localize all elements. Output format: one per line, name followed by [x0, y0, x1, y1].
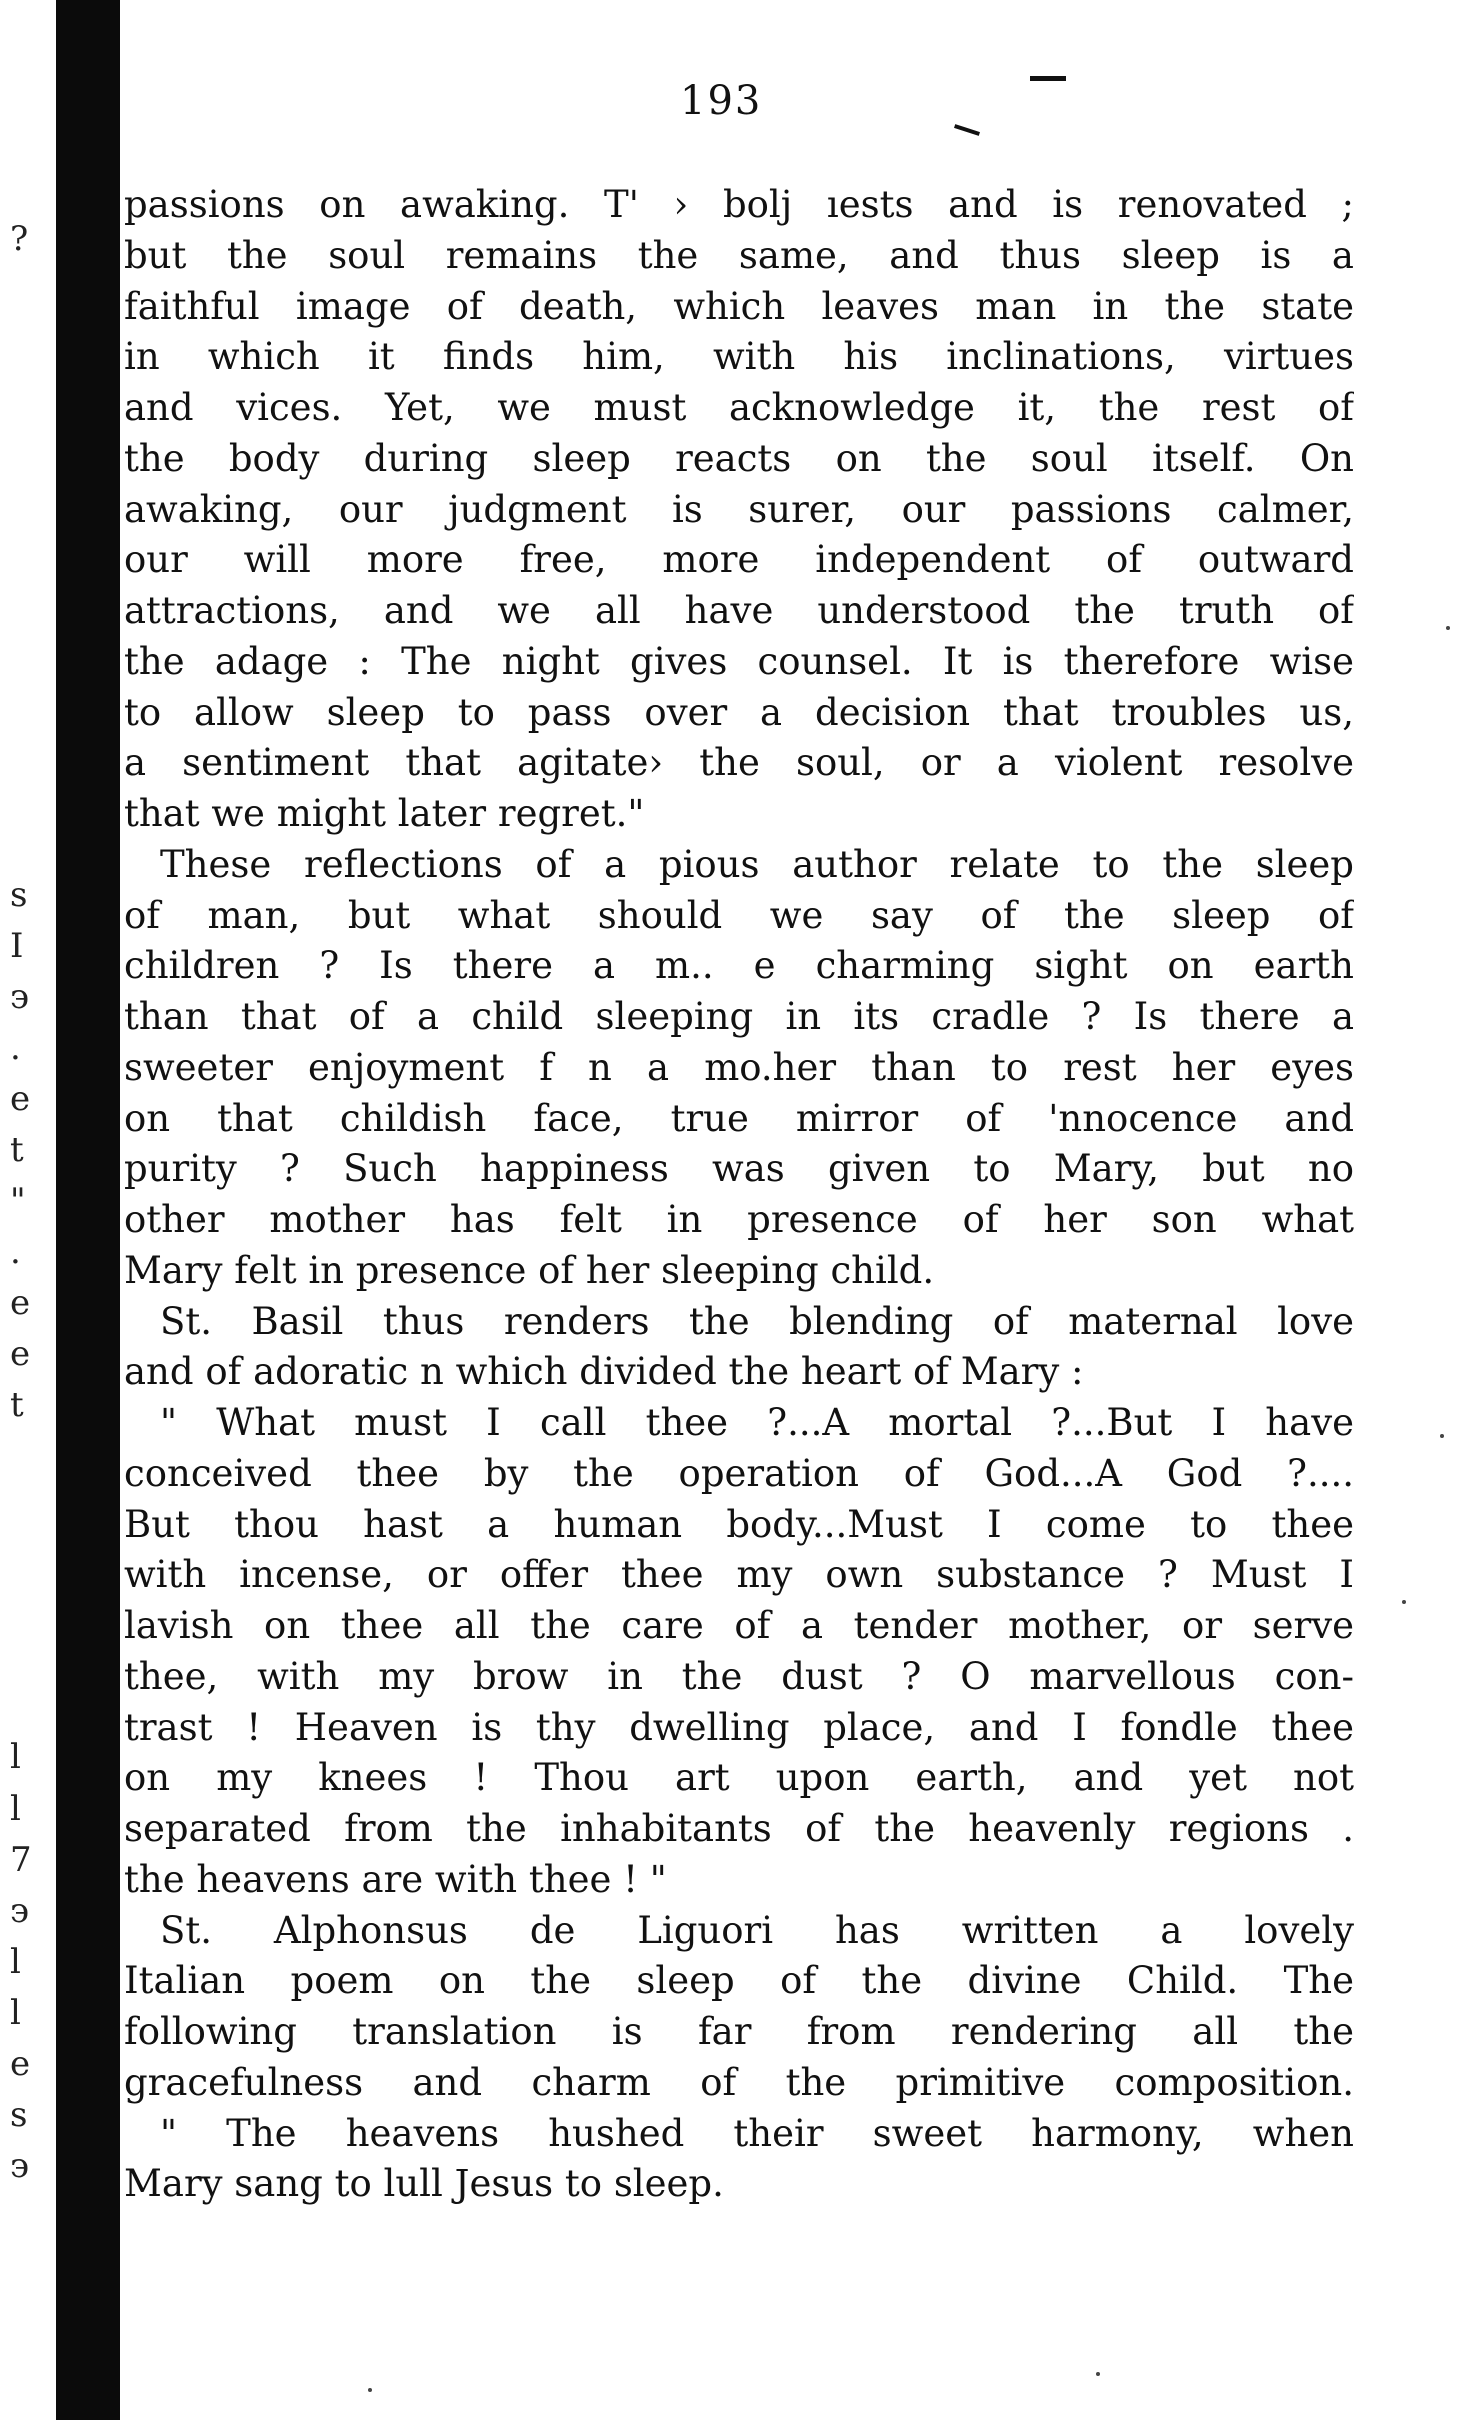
binding-shadow — [56, 0, 120, 2420]
text-line: to allow sleep to pass over a decision that troubles us, — [124, 690, 1354, 734]
text-line: passions on awaking. T' › bolj ıests and is renovated ; — [124, 183, 1354, 226]
text-line: sweeter enjoyment f n a mo.her than to rest her eyes — [124, 1045, 1354, 1089]
margin-mark: s — [10, 875, 28, 915]
text-line: St. Basil thus renders the blending of maternal love — [160, 1299, 1354, 1343]
scan-artifact-tick — [954, 124, 980, 136]
text-line: separated from the inhabitants of the heavenly regions . — [124, 1807, 1354, 1850]
text-line: St. Alphonsus de Liguori has written a lovely — [160, 1908, 1354, 1952]
margin-mark: e — [10, 1283, 31, 1323]
text-line: lavish on thee all the care of a tender mother, or serve — [124, 1604, 1354, 1647]
text-line: Mary sang to lull Jesus to sleep. — [124, 2162, 724, 2206]
text-line: thee, with my brow in the dust ? O marvellous con- — [124, 1654, 1354, 1698]
text-line: Italian poem on the sleep of the divine Child. The — [124, 1959, 1354, 2003]
text-line: a sentiment that agitate› the soul, or a violent resolve — [124, 741, 1354, 785]
margin-mark: 7 — [10, 1840, 32, 1880]
margin-mark: " — [10, 1181, 26, 1221]
margin-mark: l — [10, 1737, 21, 1777]
text-line: the body during sleep reacts on the soul itself. On — [124, 436, 1354, 480]
scan-speck — [368, 2388, 372, 2392]
text-line: the adage : The night gives counsel. It is therefore wise — [124, 639, 1354, 683]
text-line: our will more free, more independent of outward — [124, 538, 1354, 582]
text-line: attractions, and we all have understood the truth of — [124, 589, 1354, 632]
body-text — [124, 180, 1354, 2210]
text-line: " What must I call thee ?...A mortal ?...But I have — [160, 1401, 1354, 1444]
text-line: and vices. Yet, we must acknowledge it, the rest of — [124, 386, 1354, 429]
text-line: but the soul remains the same, and thus sleep is a — [124, 233, 1354, 277]
margin-mark: l — [10, 1942, 21, 1982]
margin-mark: t — [10, 1130, 24, 1170]
text-line: gracefulness and charm of the primitive composition. — [124, 2060, 1354, 2104]
scan-speck — [1096, 2372, 1100, 2376]
margin-mark: e — [10, 1334, 31, 1374]
text-line: children ? Is there a m.. e charming sight on earth — [124, 944, 1354, 988]
left-margin-bleedthrough — [0, 0, 56, 2420]
page-number: 193 — [680, 78, 763, 124]
text-line: on my knees ! Thou art upon earth, and yet not — [124, 1756, 1354, 1800]
scan-speck — [1440, 1434, 1444, 1438]
margin-mark: e — [10, 2044, 31, 2084]
scan-speck — [1446, 626, 1450, 630]
margin-mark: . — [10, 1028, 21, 1068]
text-line: awaking, our judgment is surer, our passions calmer, — [124, 487, 1354, 531]
margin-mark: э — [10, 1891, 30, 1931]
text-line: than that of a child sleeping in its cradle ? Is there a — [124, 995, 1354, 1038]
text-line: other mother has felt in presence of her son what — [124, 1198, 1354, 1241]
text-line: in which it finds him, with his inclinations, virtues — [124, 335, 1354, 379]
margin-mark: . — [10, 1232, 21, 1272]
text-line: the heavens are with thee ! " — [124, 1857, 667, 1901]
margin-mark: I — [10, 926, 24, 966]
margin-mark: t — [10, 1385, 24, 1425]
text-line: following translation is far from rendering all the — [124, 2010, 1354, 2053]
margin-mark: l — [10, 1993, 21, 2033]
text-line: that we might later regret." — [124, 792, 645, 835]
text-line: and of adoratic n which divided the heart of Mary : — [124, 1350, 1084, 1394]
margin-mark: s — [10, 2095, 28, 2135]
margin-mark: ? — [10, 219, 29, 259]
text-line: of man, but what should we say of the sleep of — [124, 893, 1354, 937]
margin-mark: e — [10, 1079, 31, 1119]
text-line: Mary felt in presence of her sleeping child. — [124, 1248, 935, 1292]
text-line: " The heavens hushed their sweet harmony, when — [160, 2111, 1354, 2155]
text-line: purity ? Such happiness was given to Mary, but no — [124, 1147, 1354, 1191]
text-line: These reflections of a pious author relate to the sleep — [160, 842, 1354, 886]
scan-speck — [1402, 1600, 1406, 1604]
margin-mark: l — [10, 1789, 21, 1829]
text-line: with incense, or offer thee my own substance ? Must I — [124, 1553, 1354, 1597]
margin-mark: э — [10, 2146, 30, 2186]
text-line: faithful image of death, which leaves man in the state — [124, 284, 1354, 328]
margin-mark: э — [10, 977, 30, 1017]
text-line: trast ! Heaven is thy dwelling place, and I fondle thee — [124, 1705, 1354, 1749]
scan-artifact-dash — [1030, 76, 1066, 81]
text-line: conceived thee by the operation of God...A God ?.... — [124, 1451, 1354, 1495]
text-line: But thou hast a human body...Must I come to thee — [124, 1502, 1354, 1546]
text-line: on that childish face, true mirror of 'nnocence and — [124, 1096, 1354, 1140]
